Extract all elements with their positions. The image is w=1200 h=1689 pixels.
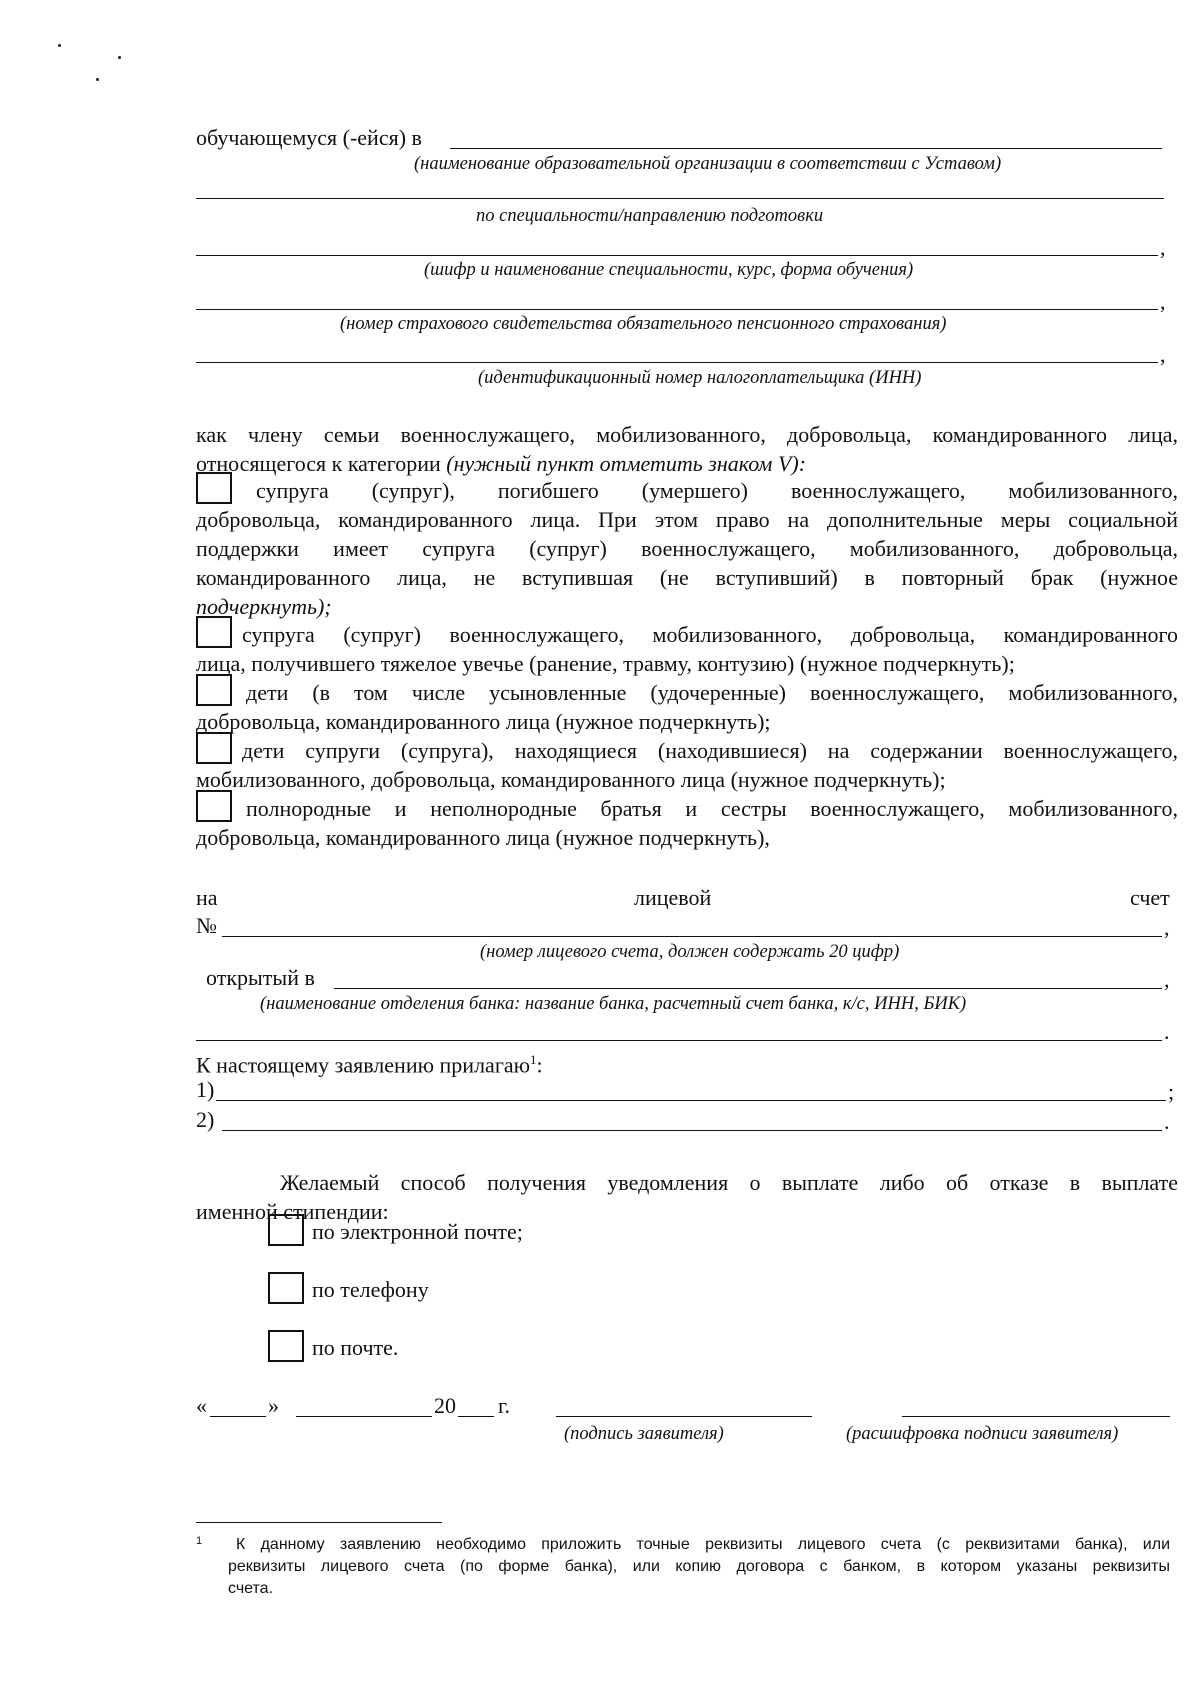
date-year-suffix: г. (498, 1393, 511, 1418)
specialty-caption: (шифр и наименование специальности, курс, форма обучения) (424, 260, 914, 280)
number-sign: № (196, 913, 217, 938)
word-licevoy: лицевой (634, 885, 712, 910)
snils-field[interactable] (196, 309, 1158, 310)
scan-speck (58, 44, 61, 47)
student-of-label: обучающемуся (-ейся) в (196, 125, 422, 150)
footnote-line-1: К данному заявлению необходимо приложить точные реквизиты лицевого счета (с реквизитами банка), или (236, 1536, 1170, 1553)
comma: , (1160, 342, 1166, 367)
specialty-field[interactable] (196, 255, 1158, 256)
period: . (1164, 1109, 1170, 1134)
period: . (1164, 1019, 1170, 1044)
category-line: дети (в том числе усыновленные (удочеренные) военнослужащего, мобилизованного, (246, 680, 1178, 705)
intro-line-1: как члену семьи военнослужащего, мобилизованного, добровольца, командированного лица, (196, 422, 1178, 447)
footnote-line-2: реквизиты лицевого счета (по форме банка), или копию договора с банком, в котором указаны реквизиты (228, 1558, 1170, 1575)
bank-field-line2[interactable] (196, 1040, 1162, 1041)
signature-field[interactable] (556, 1416, 812, 1417)
opened-in-label: открытый в (206, 965, 315, 990)
notify-line: Желаемый способ получения уведомления о выплате либо об отказе в выплате (280, 1170, 1178, 1195)
organization-field[interactable] (450, 148, 1162, 149)
comma: , (1164, 967, 1170, 992)
footnote-separator (196, 1522, 442, 1523)
category-line: командированного лица, не вступившая (не вступивший) в повторный брак (нужное (196, 565, 1178, 590)
footnote-mark: 1 (196, 1535, 203, 1547)
category-line: супруга (супруг), погибшего (умершего) военнослужащего, мобилизованного, (256, 478, 1178, 503)
category-spouse-injured (196, 620, 1178, 678)
attachment-item-2-label: 2) (196, 1107, 215, 1132)
category-line: добровольца, командированного лица. При этом право на дополнительные меры социальной (196, 507, 1178, 532)
category-line: поддержки имеет супруга (супруг) военнослужащего, мобилизованного, добровольца, (196, 536, 1178, 561)
comma: , (1160, 235, 1166, 260)
inn-caption: (идентификационный номер налогоплательщика (ИНН) (478, 368, 922, 388)
category-line: лица, получившего тяжелое увечье (ранение, травму, контузию) (нужное подчеркнуть); (196, 651, 1015, 676)
word-schet: счет (1130, 885, 1170, 910)
signature-decode-field[interactable] (902, 1416, 1170, 1417)
scan-speck (96, 78, 99, 81)
snils-caption: (номер страхового свидетельства обязательного пенсионного страхования) (340, 314, 947, 334)
inn-field[interactable] (196, 362, 1158, 363)
comma: , (1160, 289, 1166, 314)
category-children (196, 678, 1178, 736)
category-line: супруга (супруг) военнослужащего, мобилизованного, добровольца, командированного (242, 622, 1178, 647)
notify-post-checkbox[interactable] (268, 1330, 304, 1362)
signature-decode-caption: (расшифровка подписи заявителя) (846, 1424, 1119, 1444)
comma: , (1164, 915, 1170, 940)
scan-speck (118, 56, 121, 59)
date-quote-close: » (268, 1393, 279, 1418)
bank-field[interactable] (334, 988, 1162, 989)
category-line: подчеркнуть); (196, 594, 332, 619)
date-year-field[interactable] (458, 1416, 494, 1417)
specialty-intro: по специальности/направлению подготовки (476, 206, 824, 226)
category-line: мобилизованного, добровольца, командированного лица (нужное подчеркнуть); (196, 767, 946, 792)
category-line: дети супруги (супруга), находящиеся (находившиеся) на содержании военнослужащего, (242, 738, 1178, 763)
account-caption: (номер лицевого счета, должен содержать 20 цифр) (480, 942, 900, 962)
attachments-title: К настоящему заявлению прилагаю$^1$: (196, 1052, 543, 1078)
intro-paragraph (196, 420, 1178, 478)
signature-caption: (подпись заявителя) (564, 1424, 724, 1444)
attachment-item-1-field[interactable] (216, 1100, 1166, 1101)
category-line: полнородные и неполнородные братья и сестры военнослужащего, мобилизованного, (246, 796, 1178, 821)
word-na: на (196, 885, 218, 910)
organization-field-line2[interactable] (196, 198, 1164, 199)
notify-phone-label: по телефону (312, 1277, 429, 1302)
category-line: добровольца, командированного лица (нужное подчеркнуть); (196, 709, 771, 734)
notify-line: именной стипендии: (196, 1199, 389, 1224)
notify-post-label: по почте. (312, 1335, 399, 1360)
attachment-item-1-label: 1) (196, 1077, 215, 1102)
notify-email-label: по электронной почте; (312, 1219, 523, 1244)
category-siblings (196, 794, 1178, 852)
account-number-field[interactable] (222, 936, 1162, 937)
category-line: добровольца, командированного лица (нужное подчеркнуть), (196, 825, 770, 850)
notify-email-checkbox[interactable] (268, 1214, 304, 1246)
date-day-field[interactable] (210, 1416, 266, 1417)
bank-caption: (наименование отделения банка: название банка, расчетный счет банка, к/с, ИНН, БИК) (260, 994, 967, 1014)
organization-caption: (наименование образовательной организации в соответствии с Уставом) (414, 154, 1002, 174)
attachment-item-2-field[interactable] (222, 1130, 1162, 1131)
category-stepchildren (196, 736, 1178, 794)
notify-phone-checkbox[interactable] (268, 1272, 304, 1304)
intro-line-2: относящегося к категории (нужный пункт отметить знаком V): (196, 451, 807, 476)
date-month-field[interactable] (296, 1416, 432, 1417)
date-quote-open: « (196, 1393, 207, 1418)
semicolon: ; (1168, 1079, 1175, 1104)
date-year-prefix: 20 (434, 1393, 456, 1418)
footnote-line-3: счета. (228, 1580, 274, 1597)
category-spouse-deceased (196, 476, 1178, 621)
